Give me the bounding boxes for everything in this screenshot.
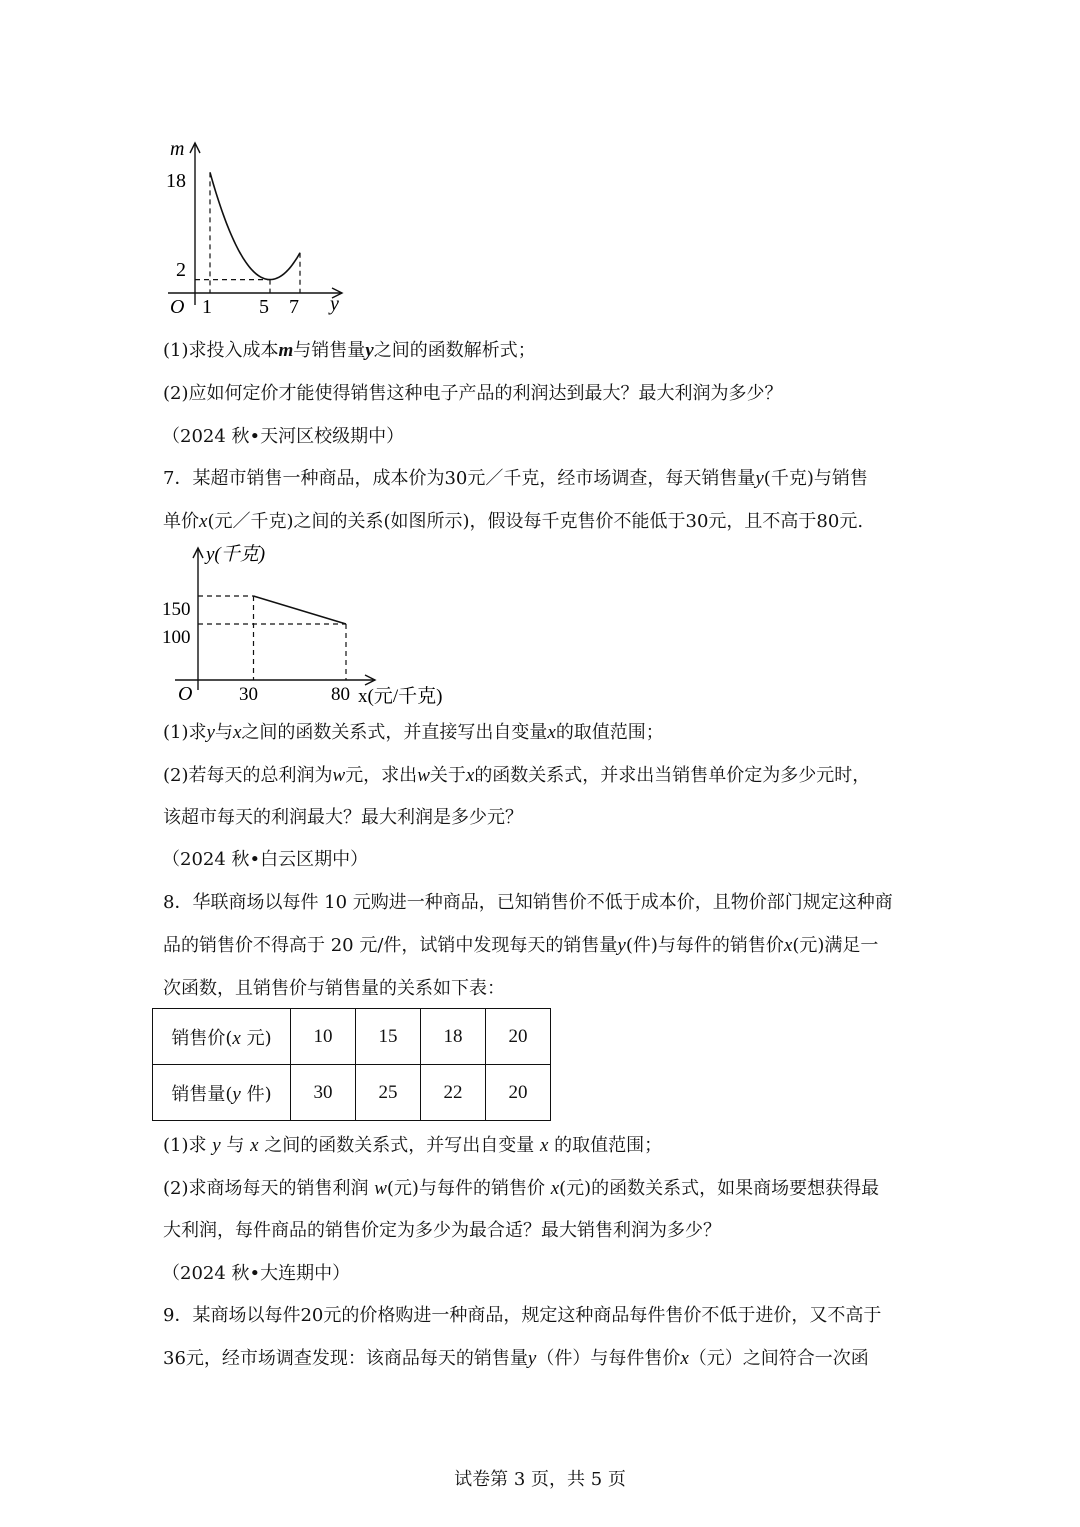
q9-line2: 36元，经市场调查发现：该商品每天的销售量y（件）与每件售价x（元）之间符合一次函 (163, 1348, 869, 1369)
q9-line1: 9．某商场以每件20元的价格购进一种商品，规定这种商品每件售价不低于进价，又不高于 (163, 1305, 882, 1326)
y-axis-label: y (330, 293, 339, 315)
q9-source: （2024 秋•大连期中） (162, 1263, 351, 1284)
y-axis-label: y(千克) (206, 544, 266, 565)
graph-cost-vs-sales (150, 135, 370, 315)
page-footer: 试卷第 3 页，共 5 页 (454, 1469, 626, 1490)
q6-part2: (2)应如何定价才能使得销售这种电子产品的利润达到最大？最大利润为多少？ (163, 383, 783, 404)
q8-part2-cont: 大利润，每件商品的销售价定为多少为最合适？最大销售利润为多少？ (163, 1220, 721, 1241)
row-label-price: 销售价(x 元) (153, 1009, 291, 1065)
q7-part1: (1)求y与x之间的函数关系式，并直接写出自变量x的取值范围； (163, 722, 664, 743)
q8-source: （2024 秋•白云区期中） (162, 849, 369, 870)
table-row (153, 1009, 551, 1065)
q8-line2: 品的销售价不得高于 20 元/件，试销中发现每天的销售量y(件)与每件的销售价x(元)满足一 (163, 935, 879, 956)
q7-part2: (2)若每天的总利润为w元，求出w关于x的函数关系式，并求出当销售单价定为多少元时， (163, 765, 871, 786)
tick-150: 150 (162, 599, 191, 620)
table-cell: 18 (421, 1009, 486, 1065)
tick-100: 100 (162, 627, 191, 648)
q6-part1: (1)求投入成本m与销售量y之间的函数解析式； (163, 340, 536, 361)
q7-part2-cont: 该超市每天的利润最大？最大利润是多少元？ (163, 807, 523, 828)
m-axis-label: m (170, 138, 185, 160)
tick-7: 7 (289, 296, 299, 315)
q8-line1: 8．华联商场以每件 10 元购进一种商品，已知销售价不低于成本价，且物价部门规定这种商 (163, 892, 893, 913)
tick-80: 80 (331, 684, 350, 705)
q7-line1: 7．某超市销售一种商品，成本价为30元／千克，经市场调查，每天销售量y(千克)与销售 (163, 468, 868, 489)
q8-part1: (1)求 y 与 x 之间的函数关系式，并写出自变量 x 的取值范围； (163, 1135, 663, 1156)
table-cell: 20 (486, 1065, 551, 1121)
table-cell: 30 (291, 1065, 356, 1121)
table-cell: 22 (421, 1065, 486, 1121)
tick-30: 30 (239, 684, 258, 705)
x-axis-label: x(元/千克) (358, 686, 443, 707)
table-cell: 15 (356, 1009, 421, 1065)
sales-line (254, 596, 347, 624)
tick-2: 2 (176, 259, 186, 281)
cost-curve (210, 172, 300, 279)
q8-part2: (2)求商场每天的销售利润 w(元)与每件的销售价 x(元)的函数关系式，如果商场要想获得最 (163, 1178, 880, 1199)
tick-18: 18 (166, 170, 186, 192)
table-cell: 25 (356, 1065, 421, 1121)
table-cell: 10 (291, 1009, 356, 1065)
q7-source: （2024 秋•天河区校级期中） (162, 426, 405, 447)
tick-5: 5 (259, 296, 269, 315)
graph-sales-vs-price (160, 540, 480, 710)
q8-line3: 次函数，且销售价与销售量的关系如下表： (163, 978, 505, 999)
table-row (153, 1065, 551, 1121)
price-quantity-table (152, 1008, 551, 1121)
row-label-quantity: 销售量(y 件) (153, 1065, 291, 1121)
origin-label: O (178, 683, 193, 705)
origin-label: O (170, 296, 185, 315)
tick-1: 1 (202, 296, 212, 315)
q7-line2: 单价x(元／千克)之间的关系(如图所示)，假设每千克售价不能低于30元，且不高于80元. (163, 511, 864, 532)
table-cell: 20 (486, 1009, 551, 1065)
